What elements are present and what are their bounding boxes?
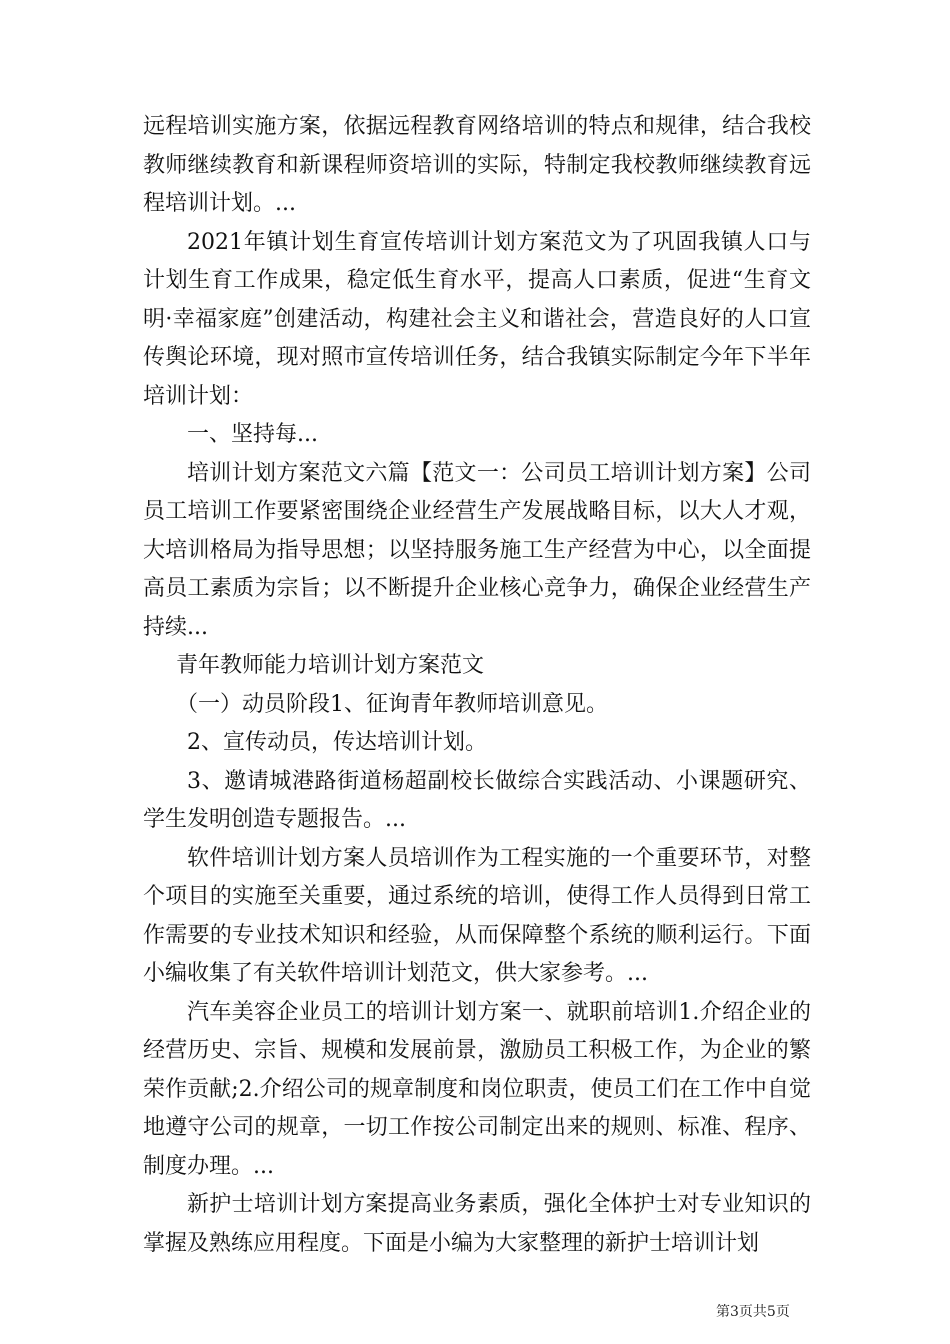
paragraph-software-training: 软件培训计划方案人员培训作为工程实施的一个重要环节，对整个项目的实施至关重要，通过系统的培训，使得工作人员得到日常工作需要的专业技术知识和经验，从而保障整个系统的顺利运行。下面小编收集了有关软件培训计划范文，供大家参考。... [143,845,811,986]
document-body [143,108,811,1263]
paragraph-six-training-samples: 培训计划方案范文六篇【范文一：公司员工培训计划方案】公司员工培训工作要紧密围绕企业经营生产发展战略目标，以大人才观，大培训格局为指导思想；以坚持服务施工生产经营为中心，以全面提高员工素质为宗旨；以不断提升企业核心竞争力，确保企业经营生产持续... [143,460,811,640]
paragraph-publicity: 2、宣传动员，传达培训计划。 [187,730,487,755]
paragraph-car-beauty-training: 汽车美容企业员工的培训计划方案一、就职前培训1.介绍企业的经营历史、宗旨、规模和发展前景，激励员工积极工作，为企业的繁荣作贡献;2.介绍公司的规章制度和岗位职责，使员工们在工作中自觉地遵守公司的规章，一切工作按公司制定出来的规则、标准、程序、制度办理。... [143,999,811,1179]
page-number: 第3页共5页 [716,1304,790,1320]
paragraph-insist-each: 一、坚持每... [187,422,318,447]
paragraph-new-nurse-training: 新护士培训计划方案提高业务素质，强化全体护士对专业知识的掌握及熟练应用程度。下面是小编为大家整理的新护士培训计划 [143,1192,811,1256]
paragraph-family-planning-training: 2021年镇计划生育宣传培训计划方案范文为了巩固我镇人口与计划生育工作成果，稳定低生育水平，提高人口素质，促进“生育文明·幸福家庭”创建活动，构建社会主义和谐社会，营造良好的人口宣传舆论环境，现对照市宣传培训任务，结合我镇实际制定今年下半年培训计划： [143,229,811,409]
paragraph-remote-training-plan: 远程培训实施方案，依据远程教育网络培训的特点和规律，结合我校教师继续教育和新课程师资培训的实际，特制定我校教师继续教育远程培训计划。... [143,114,811,216]
paragraph-invite-report: 3、邀请城港路街道杨超副校长做综合实践活动、小课题研究、学生发明创造专题报告。... [143,768,811,832]
paragraph-young-teacher-title: 青年教师能力培训计划方案范文 [176,653,485,678]
paragraph-mobilization-stage: （一）动员阶段1、征询青年教师培训意见。 [176,691,608,717]
